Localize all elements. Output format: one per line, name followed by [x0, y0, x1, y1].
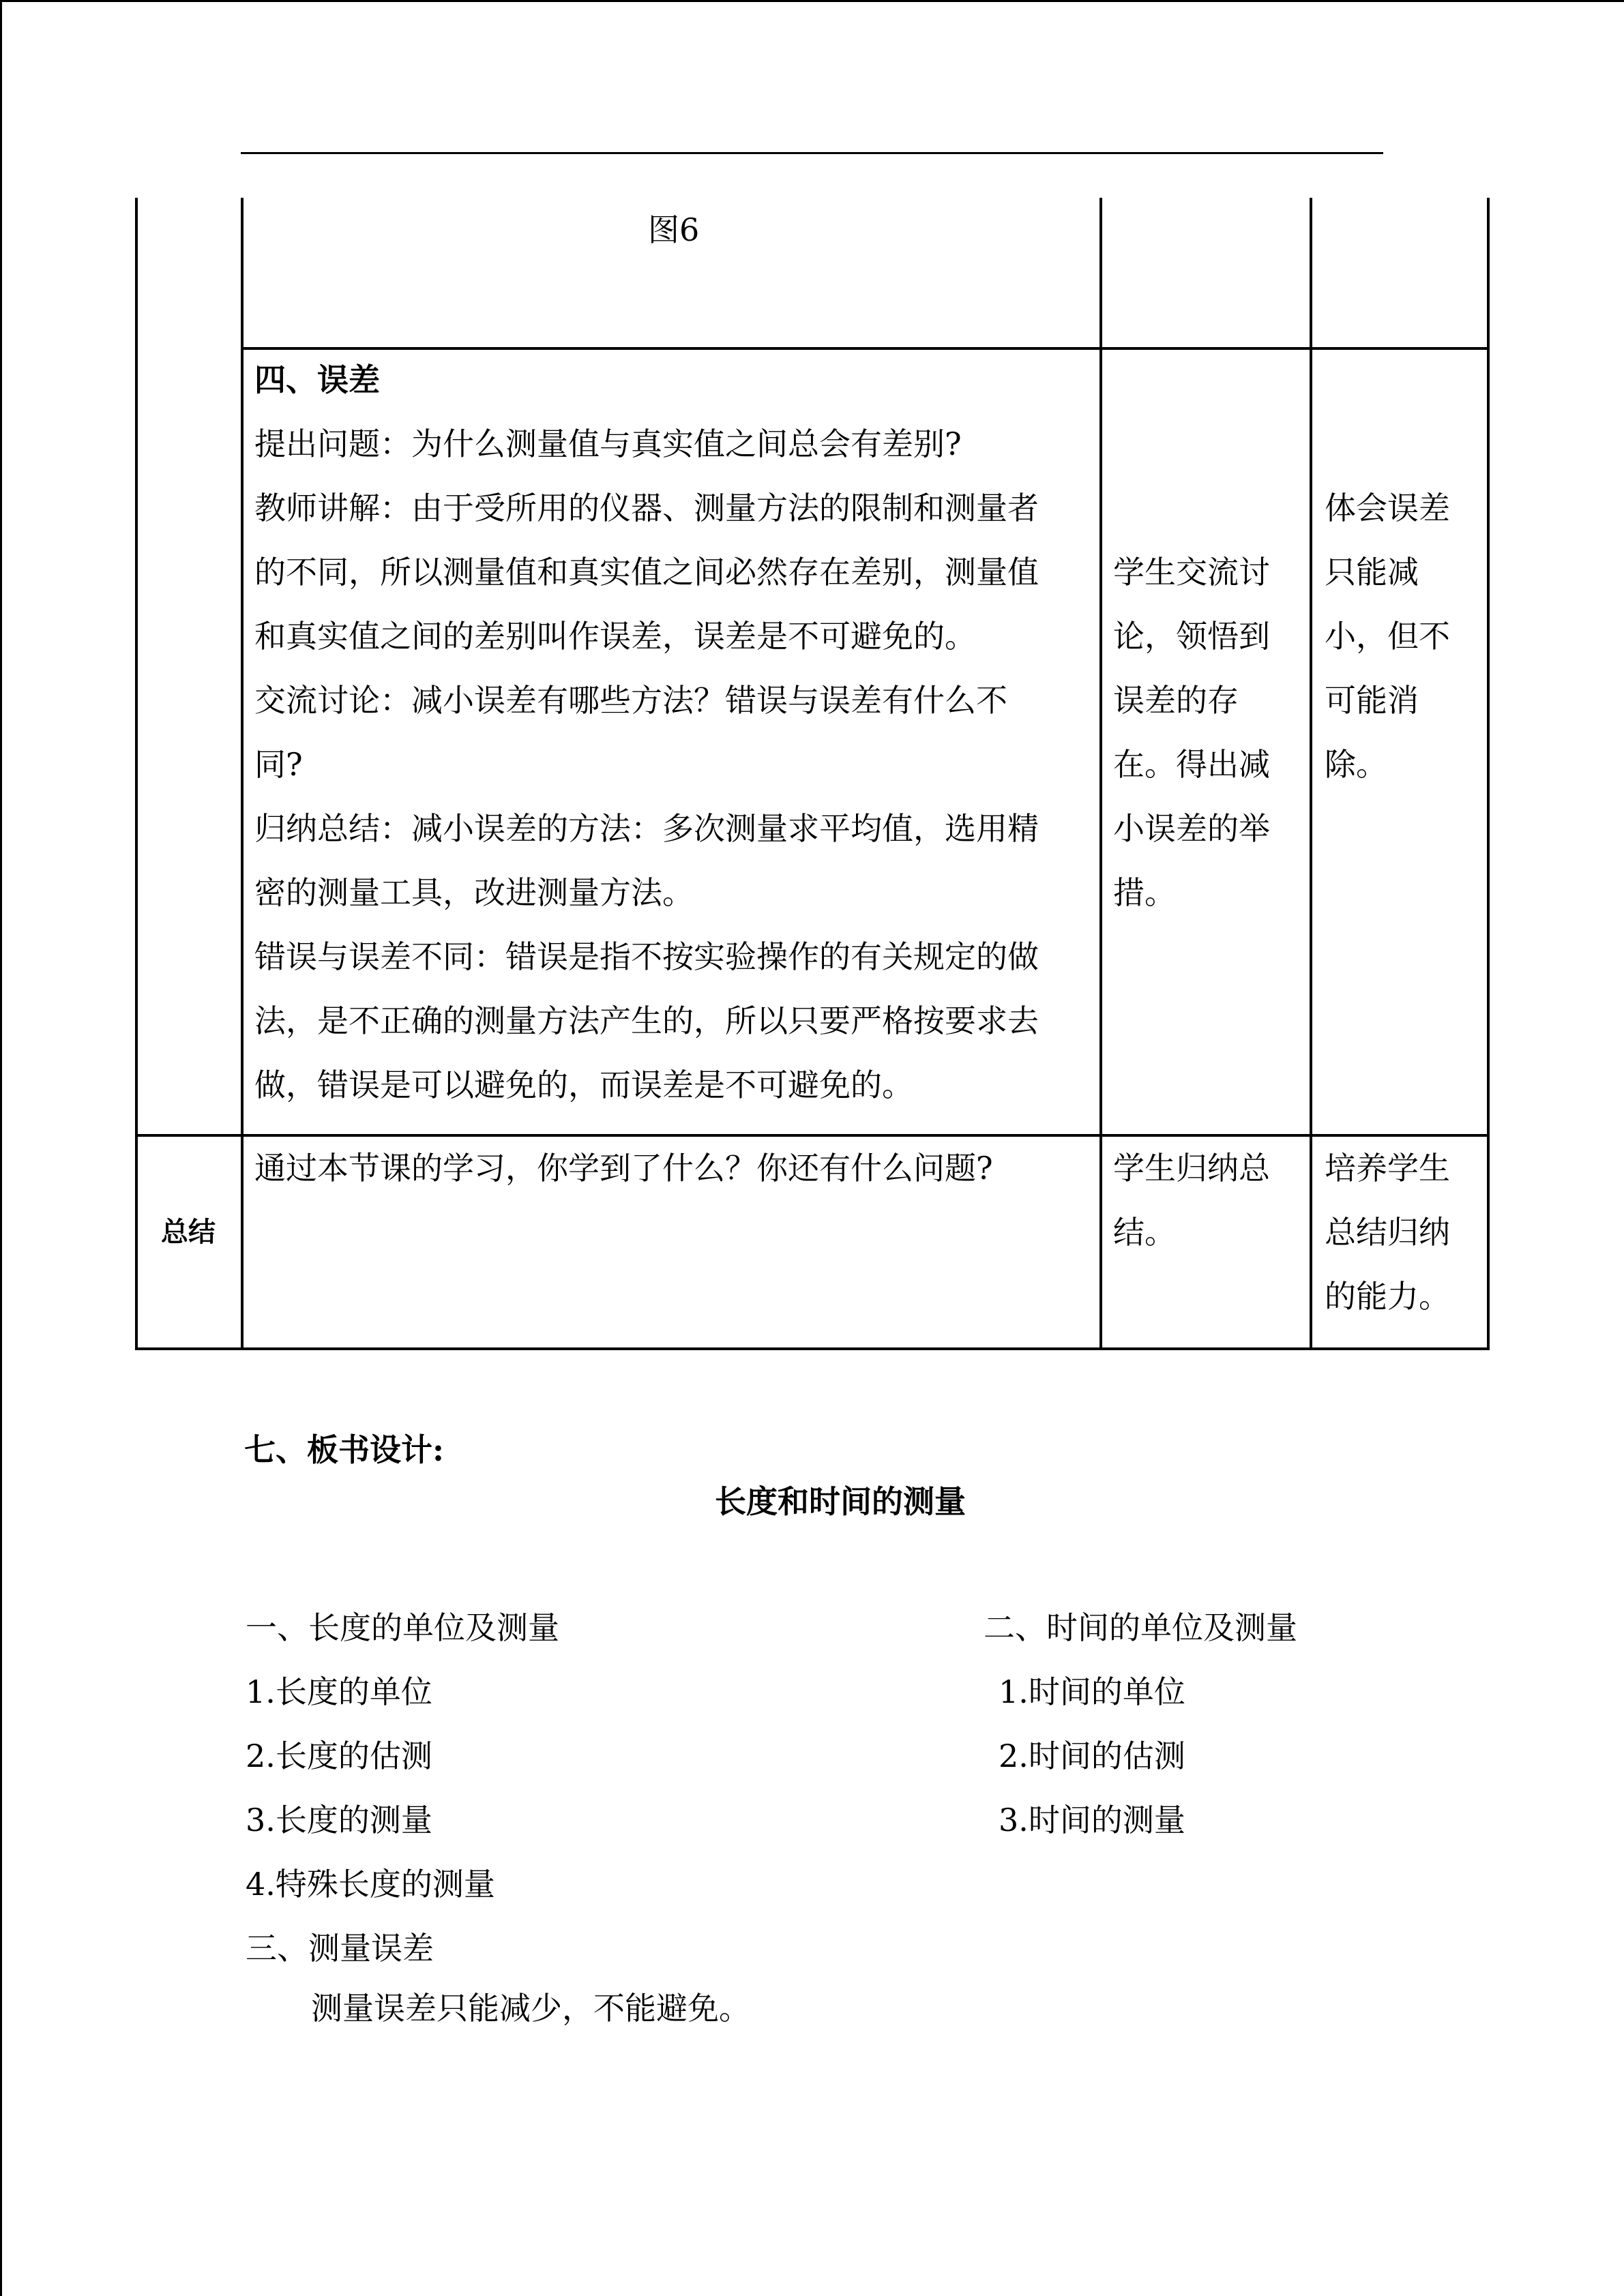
header-rule [241, 152, 1383, 154]
board-right-item: 2.时间的估测 [999, 1738, 1185, 1774]
summary-intent-line: 培养学生 [1325, 1150, 1450, 1187]
student-activity-line: 措。 [1113, 874, 1176, 911]
section4-line: 密的测量工具，改进测量方法。 [254, 874, 694, 911]
board-left-item: 1.长度的单位 [246, 1673, 432, 1710]
section4-line: 的不同，所以测量值和真实值之间必然存在差别，测量值 [254, 554, 1039, 591]
section4-line: 交流讨论：减小误差有哪些方法？错误与误差有什么不 [254, 682, 1007, 719]
board-right-item: 3.时间的测量 [999, 1802, 1185, 1838]
summary-intent-line: 总结归纳 [1325, 1214, 1450, 1251]
intent-line: 除。 [1325, 746, 1387, 783]
table-border-left [135, 198, 138, 1350]
board-third-note: 测量误差只能减少，不能避免。 [311, 1990, 750, 2027]
table-border-right [1487, 198, 1490, 1350]
board-title: 长度和时间的测量 [715, 1483, 966, 1520]
table-divider-3 [1310, 198, 1312, 1350]
summary-intent-line: 的能力。 [1325, 1278, 1450, 1315]
section4-intent [1325, 476, 1485, 796]
student-activity-line: 在。得出减 [1113, 746, 1270, 783]
section4-content [254, 348, 1090, 1117]
board-third-head: 三、测量误差 [246, 1930, 434, 1967]
board-left-item: 3.长度的测量 [246, 1802, 432, 1838]
summary-activity-line: 学生归纳总 [1113, 1150, 1270, 1187]
board-left-head: 一、长度的单位及测量 [246, 1609, 559, 1646]
board-left-item: 4.特殊长度的测量 [246, 1866, 495, 1903]
section4-line: 法，是不正确的测量方法产生的，所以只要严格按要求去 [254, 1002, 1039, 1039]
intent-line: 只能减 [1325, 554, 1419, 591]
section4-heading: 四、误差 [254, 361, 380, 398]
board-left-item: 2.长度的估测 [246, 1738, 432, 1774]
section4-line: 错误与误差不同：错误是指不按实验操作的有关规定的做 [254, 938, 1039, 975]
summary-activity-line: 结。 [1113, 1214, 1176, 1251]
summary-content: 通过本节课的学习，你学到了什么？你还有什么问题? [254, 1150, 993, 1187]
table-divider-1 [241, 198, 243, 1350]
section4-line: 教师讲解：由于受所用的仪器、测量方法的限制和测量者 [254, 490, 1039, 526]
summary-student-activity [1113, 1136, 1304, 1264]
table-divider-2 [1099, 198, 1102, 1350]
intent-line: 体会误差 [1325, 490, 1450, 526]
summary-intent [1325, 1136, 1485, 1328]
board-right-item: 1.时间的单位 [999, 1673, 1185, 1710]
section4-student-activity [1113, 540, 1304, 925]
section4-line: 和真实值之间的差别叫作误差，误差是不可避免的。 [254, 618, 976, 655]
board-right-head: 二、时间的单位及测量 [984, 1609, 1297, 1646]
section4-line: 同? [254, 746, 303, 783]
figure-caption: 图6 [648, 211, 700, 248]
section4-line: 归纳总结：减小误差的方法：多次测量求平均值，选用精 [254, 810, 1039, 847]
table-border-bottom [135, 1347, 1490, 1350]
section4-line: 做，错误是可以避免的，而误差是不可避免的。 [254, 1067, 913, 1103]
board-heading: 七、板书设计: [244, 1431, 444, 1468]
student-activity-line: 论，领悟到 [1113, 618, 1270, 655]
summary-label: 总结 [161, 1216, 216, 1248]
student-activity-line: 小误差的举 [1113, 810, 1270, 847]
student-activity-line: 误差的存 [1113, 682, 1239, 719]
intent-line: 小，但不 [1325, 618, 1450, 655]
intent-line: 可能消 [1325, 682, 1419, 719]
student-activity-line: 学生交流讨 [1113, 554, 1270, 591]
section4-line: 提出问题：为什么测量值与真实值之间总会有差别? [254, 426, 962, 462]
